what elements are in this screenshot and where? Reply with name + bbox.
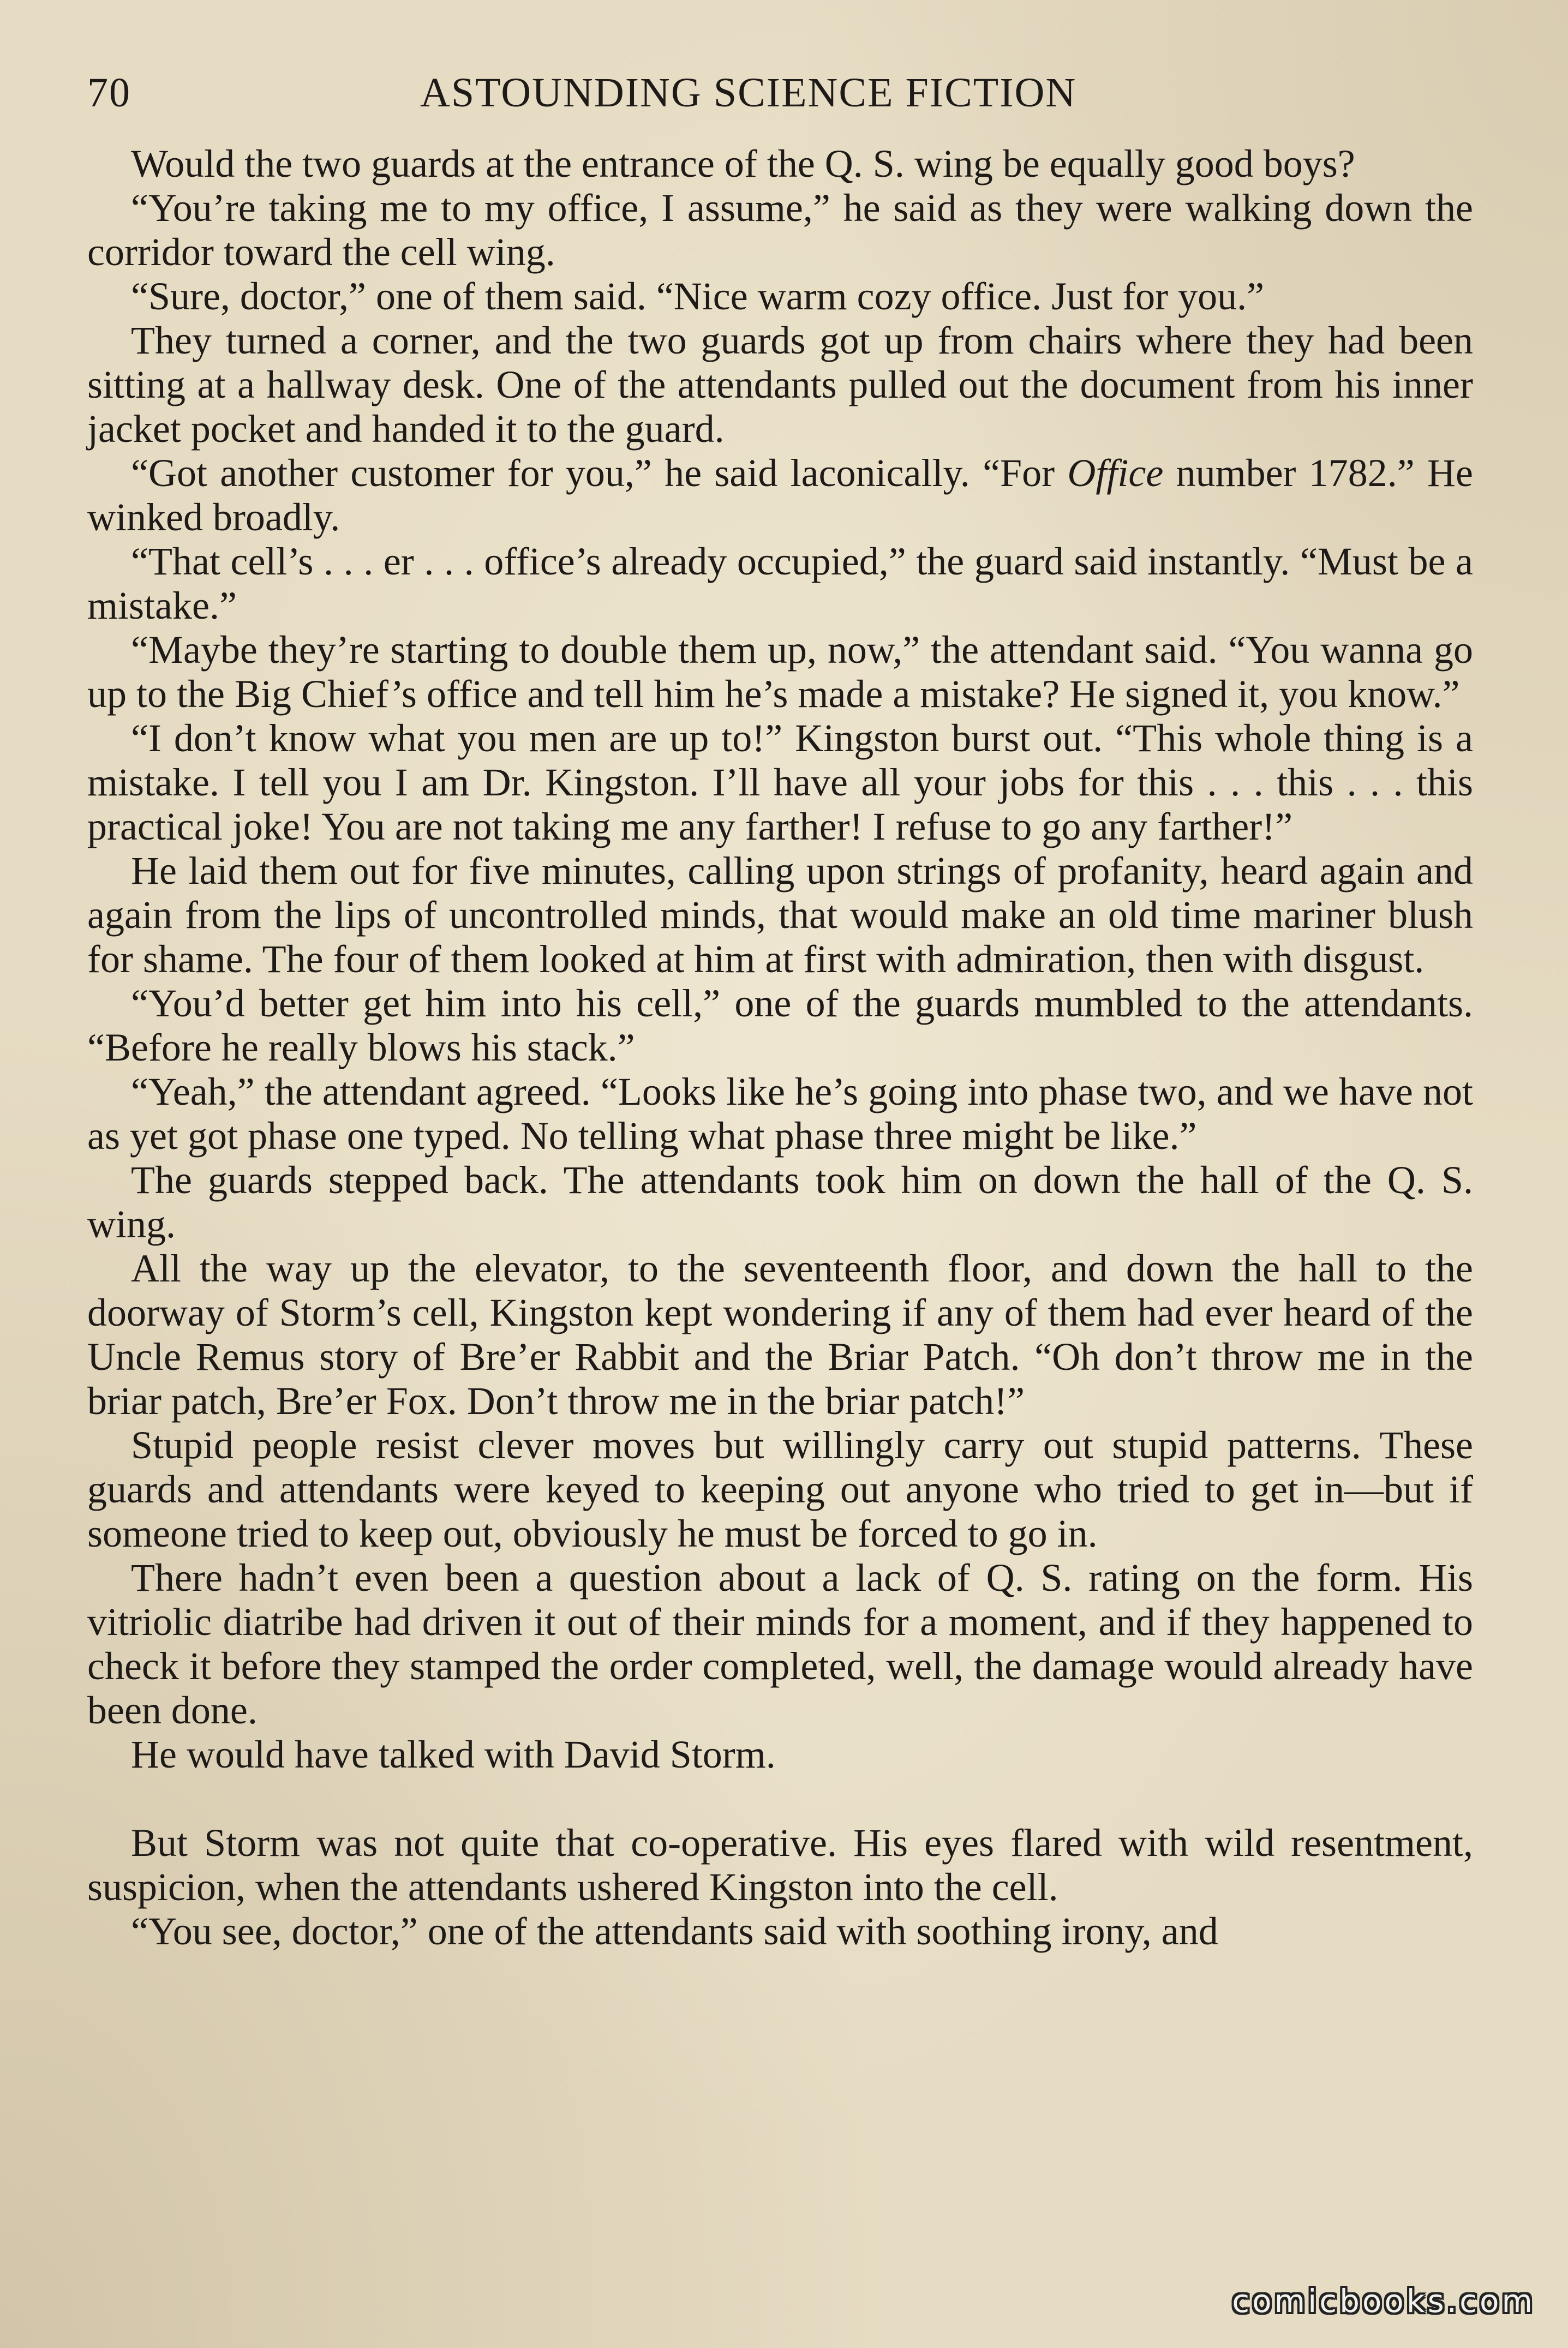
paragraph [87,451,1473,540]
paragraph: “I don’t know what you men are up to!” Kingston burst out. “This whole thing is a mistake. I tell you I am Dr. Kingston. I’ll have all your jobs for this . . . this . . . this practical joke! You are not taking me any farther! I refuse to go any farther!” [87,716,1473,848]
paragraph: “Maybe they’re starting to double them up, now,” the attendant said. “You wanna go up to the Big Chief’s office and tell him he’s made a mistake? He signed it, you know.” [87,628,1473,716]
body-text [87,142,1473,1954]
paragraph: “You’d better get him into his cell,” one of the guards mumbled to the attendants. “Before he really blows his stack.” [87,981,1473,1069]
page [87,60,1473,1954]
italic-word: Office [1067,451,1164,495]
paragraph-text: “Got another customer for you,” he said laconically. “For [131,451,1068,495]
paragraph: He laid them out for five minutes, calling upon strings of profanity, heard again and again from the lips of uncontrolled minds, that would make an old time mariner blush for shame. The four of them looked at him at first with admiration, then with disgust. [87,849,1473,981]
paragraph: Stupid people resist clever moves but willingly carry out stupid patterns. These guards and attendants were keyed to keeping out anyone who tried to get in—but if someone tried to keep out, obviously he must be forced to go in. [87,1423,1473,1555]
paragraph: The guards stepped back. The attendants took him on down the hall of the Q. S. wing. [87,1158,1473,1246]
paragraph: Would the two guards at the entrance of the Q. S. wing be equally good boys? [131,142,1355,185]
page-number: 70 [87,70,131,116]
paragraph: “That cell’s . . . er . . . office’s already occupied,” the guard said instantly. “Must be a mistake.” [87,540,1473,627]
paragraph: All the way up the elevator, to the seventeenth floor, and down the hall to the doorway of Storm’s cell, Kingston kept wondering if any of them had ever heard of the Uncle Remus story of Bre’er Rabbit and the Briar Patch. “Oh don’t throw me in the briar patch, Bre’er Fox. Don’t throw me in the briar patch!” [87,1247,1473,1423]
paragraph: They turned a corner, and the two guards got up from chairs where they had been sitting at a hallway desk. One of the attendants pulled out the document from his inner jacket pocket and handed it to the guard. [87,319,1473,451]
paragraph-text: number 1782.” He winked broadly. [87,451,1473,539]
paragraph: But Storm was not quite that co-operative. His eyes flared with wild resentment, suspicion, when the attendants ushered Kingston into the cell. [87,1821,1473,1909]
paragraph: “You’re taking me to my office, I assume,” he said as they were walking down the corridor toward the cell wing. [87,186,1473,274]
paragraph: “Yeah,” the attendant agreed. “Looks like he’s going into phase two, and we have not as yet got phase one typed. No telling what phase three might be like.” [87,1070,1473,1158]
journal-title: ASTOUNDING SCIENCE FICTION [420,70,1077,116]
paragraph: He would have talked with David Storm. [131,1733,776,1776]
watermark: comicbooks.com [1232,2283,1535,2320]
running-head [87,60,1473,125]
paragraph: “Sure, doctor,” one of them said. “Nice warm cozy office. Just for you.” [131,274,1265,318]
paragraph: There hadn’t even been a question about a lack of Q. S. rating on the form. His vitriolic diatribe had driven it out of their minds for a moment, and if they happened to check it before they stamped the order completed, well, the damage would already have been done. [87,1556,1473,1732]
paragraph: “You see, doctor,” one of the attendants said with soothing irony, and [131,1909,1218,1953]
